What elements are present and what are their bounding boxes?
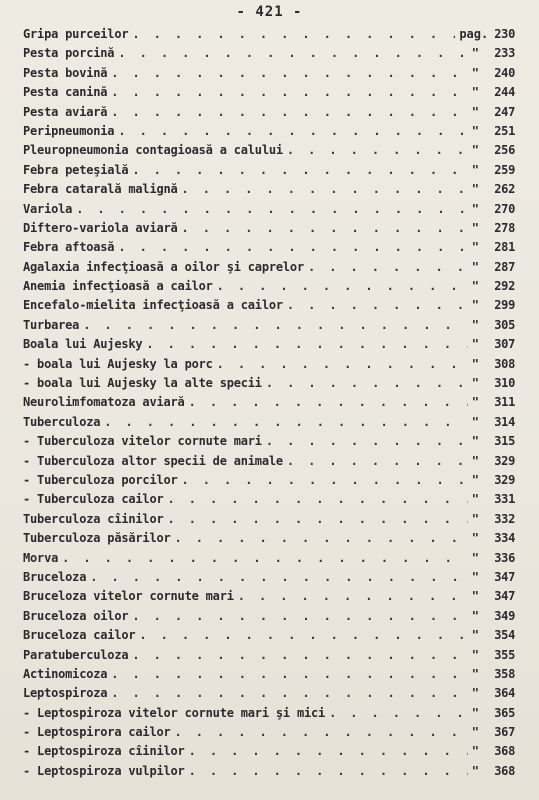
dot-leader — [118, 238, 467, 257]
dot-leader — [132, 646, 467, 665]
toc-entry-page-mark: " — [471, 511, 479, 526]
toc-entry-title: - boala lui Aujesky la alte specii — [23, 376, 262, 391]
toc-entry — [23, 723, 515, 742]
dot-leader — [175, 723, 468, 742]
dot-leader — [217, 277, 468, 296]
toc-entry-page-mark: " — [471, 628, 479, 643]
toc-entry-page-mark: " — [471, 356, 479, 371]
toc-entry-page-mark: " — [471, 162, 479, 177]
toc-entry-title: Pesta porcină — [23, 46, 115, 61]
dot-leader — [329, 704, 468, 723]
toc-entry-title: Neurolimfomatoza aviară — [23, 395, 185, 410]
dot-leader — [118, 122, 467, 141]
toc-entry-title: Variola — [23, 201, 73, 216]
toc-entry-page-mark: " — [471, 376, 479, 391]
toc-entry — [23, 44, 515, 63]
toc-entry-title: Encefalo-mielita infecţioasă a cailor — [23, 298, 283, 313]
dot-leader — [111, 684, 467, 703]
dot-leader — [168, 510, 468, 529]
toc-entry — [23, 258, 515, 277]
toc-entry — [23, 432, 515, 451]
dot-leader — [189, 762, 468, 781]
toc-entry-title: Bruceloza oilor — [23, 608, 129, 623]
toc-entry-page-mark: " — [471, 414, 479, 429]
toc-entry-page: 354 — [494, 628, 515, 643]
toc-entry-page-mark: " — [471, 65, 479, 80]
dot-leader — [238, 587, 468, 606]
toc-entry-page: 292 — [494, 279, 515, 294]
toc-entry-title: Bruceloza vitelor cornute mari — [23, 589, 234, 604]
toc-entry-title: Paratuberculoza — [23, 647, 129, 662]
toc-entry — [23, 141, 515, 160]
toc-entry — [23, 452, 515, 471]
dot-leader — [217, 355, 468, 374]
toc-entry — [23, 355, 515, 374]
toc-entry — [23, 335, 515, 354]
toc-entry-page-mark: " — [471, 666, 479, 681]
toc-entry-page: 230 — [494, 27, 515, 41]
toc-entry-page: 281 — [494, 240, 515, 255]
dot-leader — [104, 413, 467, 432]
toc-entry-title: Tuberculoza cîinilor — [23, 511, 164, 526]
dot-leader — [168, 490, 468, 509]
toc-entry — [23, 510, 515, 529]
toc-entry — [23, 607, 515, 626]
toc-entry-title: Turbarea — [23, 317, 80, 332]
toc-entry-page-mark: " — [471, 317, 479, 332]
toc-entry — [23, 665, 515, 684]
dot-leader — [287, 296, 468, 315]
dot-leader — [287, 141, 468, 160]
toc-entry — [23, 704, 515, 723]
toc-entry-title: Actinomicoza — [23, 666, 108, 681]
toc-entry-page: 278 — [494, 220, 515, 235]
toc-entry-title: Tuberculoza — [23, 414, 101, 429]
toc-entry-title: - Leptospiroza cîinilor — [23, 744, 185, 759]
toc-entry — [23, 277, 515, 296]
toc-entry — [23, 103, 515, 122]
toc-entry-title: Pleuropneumonia contagioasă a calului — [23, 143, 283, 158]
toc-entry-title: - Leptospiroza vitelor cornute mari şi mici — [23, 705, 326, 720]
toc-entry — [23, 762, 515, 781]
toc-entry-page: 347 — [494, 589, 515, 604]
toc-entry — [23, 549, 515, 568]
toc-entry-page: 307 — [494, 337, 515, 352]
toc-entry-page-mark: " — [471, 85, 479, 100]
toc-entry — [23, 161, 515, 180]
toc-entry-page-mark: " — [471, 220, 479, 235]
toc-entry — [23, 83, 515, 102]
dot-leader — [111, 103, 467, 122]
toc-entry-page-mark: " — [471, 395, 479, 410]
toc-entry-title: - Tuberculoza cailor — [23, 492, 164, 507]
dot-leader — [308, 258, 468, 277]
toc-entry-page: 270 — [494, 201, 515, 216]
toc-entry-title: Peripneumonia — [23, 123, 115, 138]
toc-entry-page: 287 — [494, 259, 515, 274]
toc-entry-page-mark: " — [471, 550, 479, 565]
toc-entry-title: Pesta bovină — [23, 65, 108, 80]
dot-leader — [139, 626, 467, 645]
dot-leader — [111, 665, 467, 684]
toc-entry-page: 240 — [494, 65, 515, 80]
toc-entry-title: - boala lui Aujesky la porc — [23, 356, 213, 371]
toc-entry-page-mark: " — [471, 531, 479, 546]
toc-entry — [23, 200, 515, 219]
toc-entry-page: 305 — [494, 317, 515, 332]
dot-leader — [287, 452, 468, 471]
toc-entry-page: 244 — [494, 85, 515, 100]
toc-entry-page: 314 — [494, 414, 515, 429]
dot-leader — [182, 219, 468, 238]
toc-entry-page-mark: " — [471, 725, 479, 740]
toc-entry-page: 262 — [494, 182, 515, 197]
page-number: - 421 - — [236, 4, 303, 20]
toc-entry-page: 347 — [494, 569, 515, 584]
toc-entry — [23, 529, 515, 548]
toc-entry-page-mark: " — [471, 763, 479, 778]
toc-entry-page: 329 — [494, 453, 515, 468]
toc-entry-page-mark: " — [471, 434, 479, 449]
toc-entry — [23, 471, 515, 490]
toc-entry-page: 368 — [494, 763, 515, 778]
table-of-contents — [23, 25, 515, 781]
toc-entry-title: Febra catarală malignă — [23, 182, 178, 197]
toc-entry-page: 259 — [494, 162, 515, 177]
toc-entry-page: 358 — [494, 666, 515, 681]
toc-entry-title: - Tuberculoza vitelor cornute mari — [23, 434, 262, 449]
toc-entry-page-mark: " — [471, 104, 479, 119]
toc-entry-page-mark: " — [471, 569, 479, 584]
dot-leader — [189, 742, 468, 761]
toc-entry — [23, 238, 515, 257]
dot-leader — [146, 335, 467, 354]
toc-entry-page: 367 — [494, 725, 515, 740]
toc-entry-title: Gripa purceilor — [23, 27, 129, 41]
toc-entry — [23, 626, 515, 645]
toc-entry-page: 247 — [494, 104, 515, 119]
dot-leader — [132, 607, 467, 626]
toc-entry — [23, 219, 515, 238]
toc-entry-page-mark: " — [471, 608, 479, 623]
toc-entry-page: 256 — [494, 143, 515, 158]
toc-entry-page-mark: pag. — [459, 27, 489, 41]
dot-leader — [182, 180, 468, 199]
dot-leader — [111, 83, 467, 102]
toc-entry-title: - Leptospirora cailor — [23, 725, 171, 740]
dot-leader — [90, 568, 468, 587]
toc-entry-page-mark: " — [471, 647, 479, 662]
toc-entry — [23, 568, 515, 587]
toc-entry-page-mark: " — [471, 201, 479, 216]
toc-entry — [23, 25, 515, 44]
toc-entry-page: 310 — [494, 376, 515, 391]
toc-entry — [23, 413, 515, 432]
toc-entry-title: Tuberculoza păsărilor — [23, 531, 171, 546]
toc-entry-page-mark: " — [471, 589, 479, 604]
toc-entry-title: Anemia infecţioasă a cailor — [23, 279, 213, 294]
dot-leader — [175, 529, 468, 548]
toc-entry — [23, 64, 515, 83]
toc-entry — [23, 490, 515, 509]
toc-entry-page: 331 — [494, 492, 515, 507]
toc-entry — [23, 122, 515, 141]
toc-entry-title: Febra peteşială — [23, 162, 129, 177]
toc-entry-page-mark: " — [471, 46, 479, 61]
toc-entry-title: Diftero-variola aviară — [23, 220, 178, 235]
toc-entry — [23, 646, 515, 665]
dot-leader — [111, 64, 467, 83]
toc-entry-page-mark: " — [471, 492, 479, 507]
dot-leader — [266, 374, 468, 393]
toc-entry-title: - Leptospiroza vulpilor — [23, 763, 185, 778]
toc-entry-title: Pesta aviară — [23, 104, 108, 119]
toc-entry — [23, 374, 515, 393]
toc-entry-title: Boala lui Aujesky — [23, 337, 143, 352]
toc-entry-page-mark: " — [471, 337, 479, 352]
dot-leader — [189, 393, 468, 412]
toc-entry — [23, 742, 515, 761]
toc-entry-page: 311 — [494, 395, 515, 410]
toc-entry-page-mark: " — [471, 298, 479, 313]
dot-leader — [83, 316, 468, 335]
toc-entry-page-mark: " — [471, 453, 479, 468]
toc-entry — [23, 587, 515, 606]
dot-leader — [132, 161, 467, 180]
toc-entry-title: Leptospiroza — [23, 686, 108, 701]
toc-entry-page-mark: " — [471, 472, 479, 487]
toc-entry-page-mark: " — [471, 182, 479, 197]
toc-entry-title: Bruceloza — [23, 569, 87, 584]
toc-entry-page: 365 — [494, 705, 515, 720]
toc-entry-title: Agalaxia infecţioasă a oilor şi caprelor — [23, 259, 304, 274]
toc-entry-title: Pesta canină — [23, 85, 108, 100]
dot-leader — [182, 471, 468, 490]
toc-entry-page: 349 — [494, 608, 515, 623]
toc-entry-page: 336 — [494, 550, 515, 565]
toc-entry-title: Bruceloza cailor — [23, 628, 136, 643]
toc-entry-page: 368 — [494, 744, 515, 759]
dot-leader — [266, 432, 468, 451]
toc-entry — [23, 180, 515, 199]
toc-entry-page: 332 — [494, 511, 515, 526]
toc-entry-page-mark: " — [471, 240, 479, 255]
toc-entry-page: 334 — [494, 531, 515, 546]
toc-entry-page: 355 — [494, 647, 515, 662]
toc-entry-page-mark: " — [471, 686, 479, 701]
toc-entry-title: Febra aftoasă — [23, 240, 115, 255]
toc-entry-page: 364 — [494, 686, 515, 701]
toc-entry — [23, 684, 515, 703]
toc-entry-page: 233 — [494, 46, 515, 61]
toc-entry — [23, 296, 515, 315]
toc-entry-page: 308 — [494, 356, 515, 371]
dot-leader — [62, 549, 468, 568]
toc-entry-page: 315 — [494, 434, 515, 449]
toc-entry-page: 299 — [494, 298, 515, 313]
toc-entry-page-mark: " — [471, 279, 479, 294]
toc-entry-page-mark: " — [471, 744, 479, 759]
toc-entry-title: - Tuberculoza altor specii de animale — [23, 453, 283, 468]
toc-entry-page-mark: " — [471, 143, 479, 158]
toc-entry-page-mark: " — [471, 705, 479, 720]
toc-entry-page: 251 — [494, 123, 515, 138]
toc-entry-title: - Tuberculoza porcilor — [23, 472, 178, 487]
dot-leader — [76, 200, 468, 219]
toc-entry — [23, 393, 515, 412]
toc-entry-page-mark: " — [471, 259, 479, 274]
toc-entry-title: Morva — [23, 550, 59, 565]
toc-entry — [23, 316, 515, 335]
dot-leader — [132, 25, 455, 44]
toc-entry-page-mark: " — [471, 123, 479, 138]
toc-entry-page: 329 — [494, 472, 515, 487]
dot-leader — [118, 44, 467, 63]
